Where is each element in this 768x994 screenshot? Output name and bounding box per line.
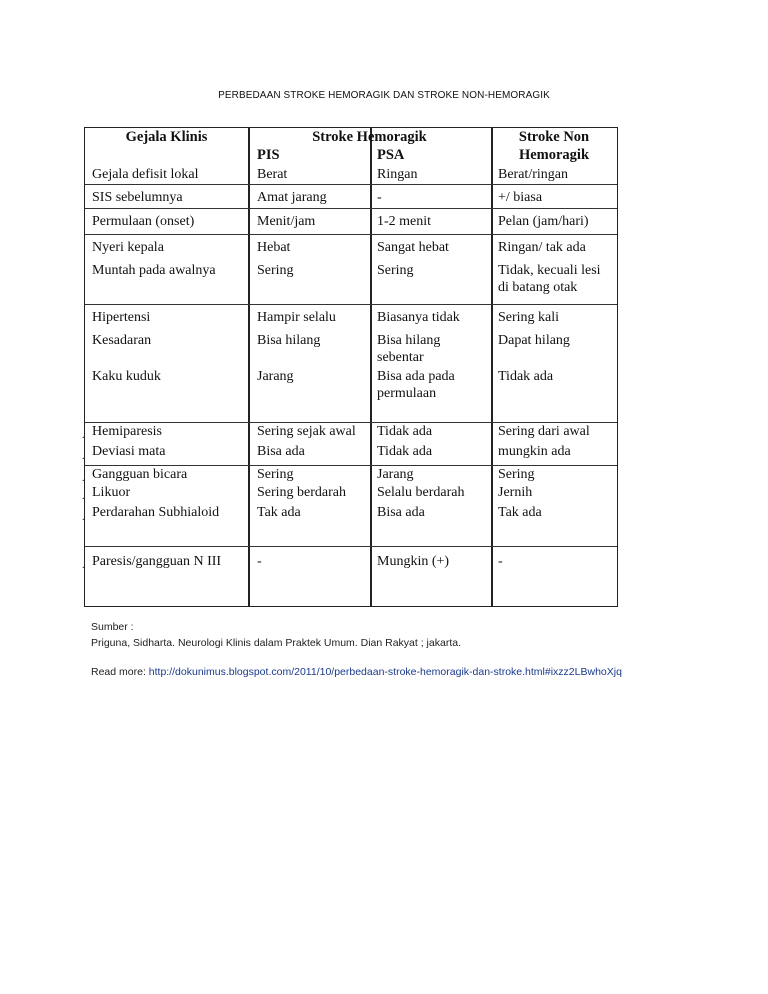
cell-non: mungkin ada [498,444,571,459]
cell-non: Sering dari awal [498,424,590,439]
header-hemoragik: Hemoragik [518,147,590,163]
cell-psa: - [377,190,382,205]
row-divider [85,304,617,305]
list-bullet: . [82,473,85,484]
header-gejala-klinis: Gejala Klinis [125,129,208,145]
cell-gejala: Perdarahan Subhialoid [92,505,220,520]
cell-psa: Sering [377,263,414,278]
cell-pis: Tak ada [257,505,301,520]
cell-gejala: Deviasi mata [92,444,166,459]
cell-psa: Bisa ada [377,505,425,520]
cell-gejala: Kesadaran [92,333,152,348]
cell-pis: Menit/jam [257,214,316,229]
cell-pis: Sering berdarah [257,485,347,500]
header-stroke-non: Stroke Non [518,129,590,145]
cell-gejala: Permulaan (onset) [92,214,195,229]
column-divider [248,128,250,606]
list-bullet: . [82,430,85,441]
cell-pis: Hebat [257,240,291,255]
cell-psa: Sangat hebat [377,240,449,255]
list-bullet: . [82,491,85,502]
cell-psa: Selalu berdarah [377,485,465,500]
cell-psa: Ringan [377,167,418,182]
cell-gejala: Nyeri kepala [92,240,164,255]
cell-pis: Bisa ada [257,444,305,459]
cell-pis: - [257,554,262,569]
cell-gejala: Likuor [92,485,131,500]
header-psa: PSA [377,147,405,163]
cell-non: Berat/ringan [498,167,568,182]
cell-gejala: Gangguan bicara [92,467,188,482]
cell-non: Ringan/ tak ada [498,240,586,255]
cell-pis: Bisa hilang [257,333,321,348]
row-divider [85,234,617,235]
read-more-line [91,666,622,678]
cell-gejala: Muntah pada awalnya [92,263,216,278]
cell-pis: Berat [257,167,288,182]
read-more-link[interactable]: http://dokunimus.blogspot.com/2011/10/perbedaan-stroke-hemoragik-dan-stroke.html#ixzz2LBwhoXjq [148,666,622,678]
cell-psa: Jarang [377,467,414,482]
cell-non: Tak ada [498,505,542,520]
row-divider [85,208,617,209]
cell-non: Tidak, kecuali lesi [498,263,601,278]
cell-psa: Bisa hilang [377,333,441,348]
cell-gejala: Kaku kuduk [92,369,161,384]
cell-non: Pelan (jam/hari) [498,214,589,229]
cell-non: Jernih [498,485,533,500]
row-divider [85,184,617,185]
cell-psa-line2: sebentar [377,350,424,365]
cell-non: Dapat hilang [498,333,570,348]
cell-psa: Tidak ada [377,424,433,439]
cell-gejala: Hipertensi [92,310,151,325]
cell-gejala: Gejala defisit lokal [92,167,199,182]
cell-non: +/ biasa [498,190,543,205]
read-more-label: Read more: [91,666,149,678]
source-label: Sumber : [91,621,134,633]
cell-non: Tidak ada [498,369,554,384]
cell-psa: Mungkin (+) [377,554,450,569]
cell-pis: Hampir selalu [257,310,336,325]
cell-non: Sering [498,467,535,482]
cell-gejala: Hemiparesis [92,424,162,439]
cell-gejala: SIS sebelumnya [92,190,183,205]
cell-gejala: Paresis/gangguan N III [92,554,222,569]
cell-psa: 1-2 menit [377,214,432,229]
cell-psa: Biasanya tidak [377,310,460,325]
cell-pis: Sering sejak awal [257,424,356,439]
list-bullet: . [82,451,85,462]
cell-non-line2: di batang otak [498,280,578,295]
cell-psa: Bisa ada pada [377,369,455,384]
source-citation: Priguna, Sidharta. Neurologi Klinis dalam Praktek Umum. Dian Rakyat ; jakarta. [91,637,461,649]
header-stroke-hemoragik: Stroke Hemoragik [312,129,427,145]
list-bullet: . [82,560,85,571]
cell-pis: Sering [257,263,294,278]
row-divider [85,546,617,547]
cell-pis: Jarang [257,369,294,384]
document-title: PERBEDAAN STROKE HEMORAGIK DAN STROKE NON-HEMORAGIK [218,90,550,101]
cell-pis: Amat jarang [257,190,327,205]
list-bullet: . [82,512,85,523]
column-divider [491,128,493,606]
cell-pis: Sering [257,467,294,482]
cell-psa-line2: permulaan [377,386,437,401]
cell-psa: Tidak ada [377,444,433,459]
comparison-table [84,127,618,607]
header-pis: PIS [257,147,280,163]
cell-non: - [498,554,503,569]
cell-non: Sering kali [498,310,560,325]
column-divider [370,128,372,606]
